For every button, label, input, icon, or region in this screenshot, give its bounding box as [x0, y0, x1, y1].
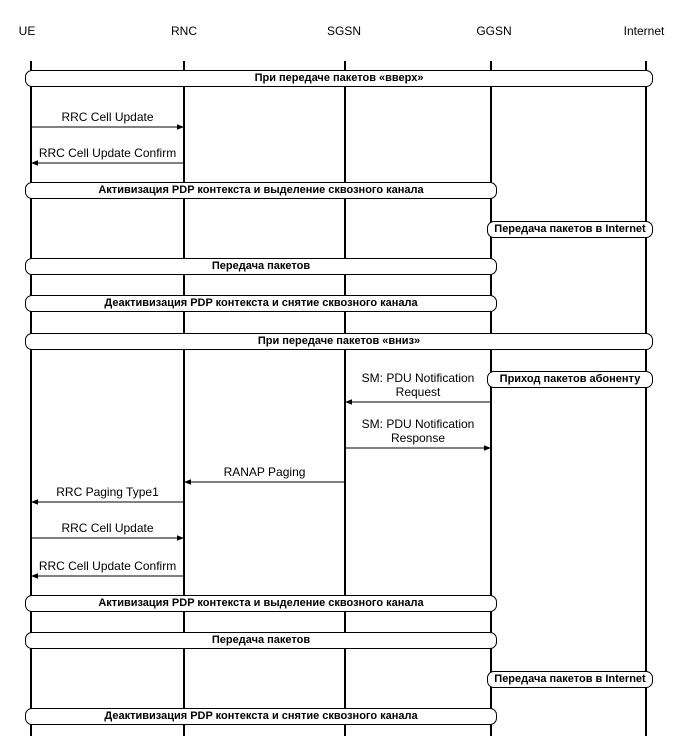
message-label: SM: PDU Notification Response	[361, 417, 475, 445]
phase-box: Передача пакетов в Internet	[487, 671, 653, 688]
phase-box: Приход пакетов абоненту	[487, 371, 653, 388]
lifeline-label-internet: Internet	[623, 24, 665, 38]
phase-box: Активизация PDP контекста и выделение сквозного канала	[25, 182, 497, 199]
phase-box: При передаче пакетов «вверх»	[25, 70, 653, 87]
phase-box: При передаче пакетов «вниз»	[25, 333, 653, 350]
phase-box: Деактивизация PDP контекста и снятие сквозного канала	[25, 708, 497, 725]
message-label: RRC Cell Update Confirm	[38, 146, 177, 160]
message-label: RRC Cell Update	[61, 521, 154, 535]
phase-box: Передача пакетов	[25, 258, 497, 275]
phase-box: Деактивизация PDP контекста и снятие сквозного канала	[25, 295, 497, 312]
message-label: RRC Cell Update	[61, 110, 154, 124]
message-label: RRC Paging Type1	[56, 485, 159, 499]
phase-box: Передача пакетов	[25, 632, 497, 649]
message-label: SM: PDU Notification Request	[361, 371, 475, 399]
message-label: RANAP Paging	[223, 465, 306, 479]
phase-box: Активизация PDP контекста и выделение сквозного канала	[25, 595, 497, 612]
lifeline-label-ggsn: GGSN	[476, 24, 512, 38]
lifeline-label-ue: UE	[18, 24, 36, 38]
phase-box: Передача пакетов в Internet	[487, 221, 653, 238]
message-label: RRC Cell Update Confirm	[38, 559, 177, 573]
lifeline-label-sgsn: SGSN	[326, 24, 362, 38]
lifeline-label-rnc: RNC	[171, 24, 197, 38]
